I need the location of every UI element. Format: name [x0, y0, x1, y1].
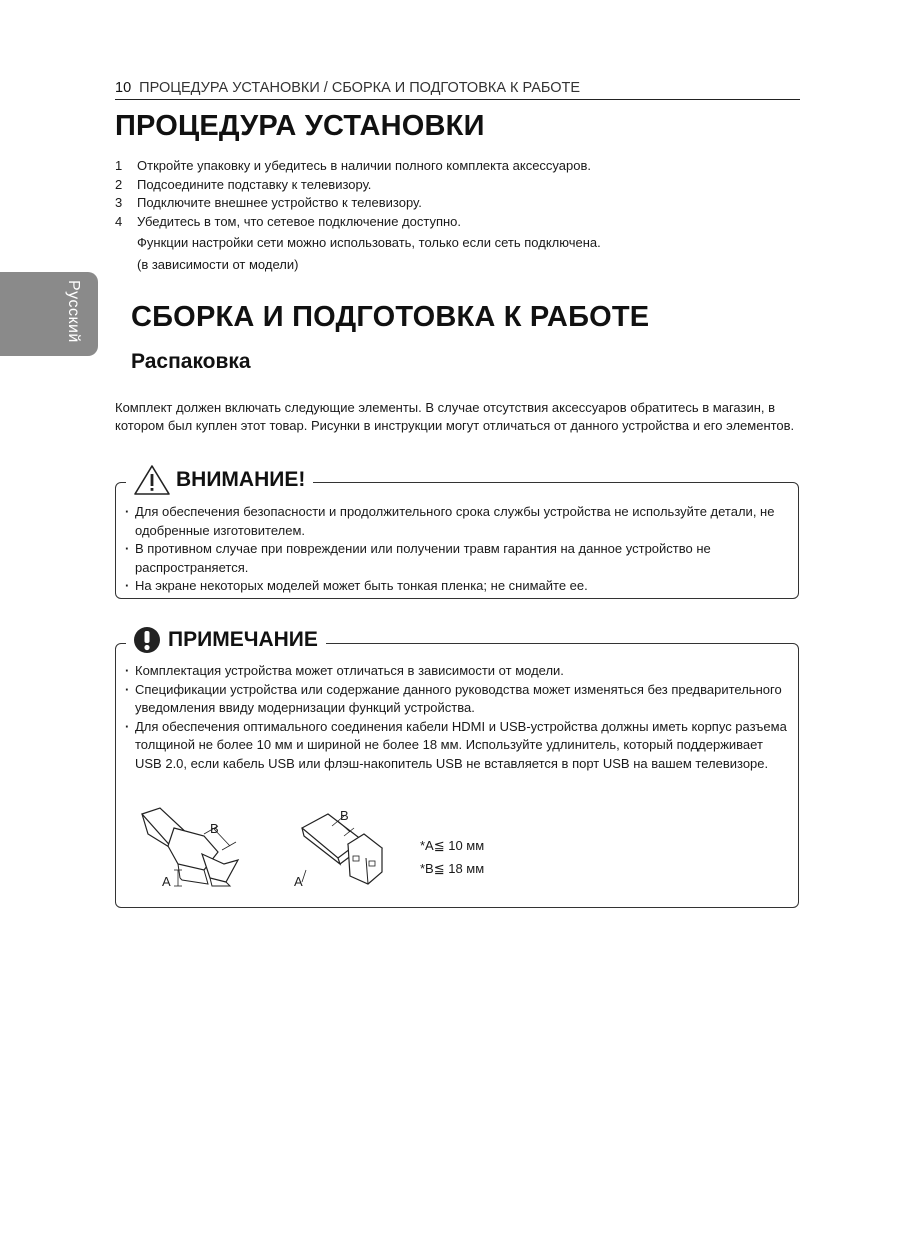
model-note: (в зависимости от модели) — [137, 256, 299, 272]
note-heading — [126, 620, 326, 660]
spec-a: *A≦ 10 мм — [420, 838, 485, 853]
note-item: · Комплектация устройства может отличаться в зависимости от модели. — [124, 662, 792, 681]
network-note: Функции настройки сети можно использовать, только если сеть подключена. — [137, 235, 601, 250]
header-rule — [115, 99, 800, 100]
assembly-title: СБОРКА И ПОДГОТОВКА К РАБОТЕ — [131, 301, 650, 333]
spec-b: *B≦ 18 мм — [420, 861, 485, 876]
dimension-label-b: B — [210, 821, 219, 836]
dimension-label-a: A — [294, 874, 303, 889]
exclamation-circle-icon — [132, 625, 162, 655]
caution-heading — [126, 460, 313, 500]
warning-triangle-icon — [132, 463, 172, 497]
note-item: · Спецификации устройства или содержание данного руководства может изменяться без предварительного уведомления ввиду модернизации функций устройства. — [124, 681, 792, 718]
unpacking-intro: Комплект должен включать следующие элементы. В случае отсутствия аксессуаров обратитесь в магазин, в котором был куплен этот товар. Рисунки в инструкции могут отличаться от данного устройства и его элементов. — [115, 400, 795, 433]
install-step: 2 Подсоедините подставку к телевизору. — [115, 176, 372, 192]
caution-box — [115, 468, 799, 599]
connector-diagrams — [138, 806, 638, 896]
note-list — [124, 662, 792, 773]
note-item: · Для обеспечения оптимального соединения кабели HDMI и USB-устройства должны иметь корпус разъема толщиной не более 10 мм и шириной не более 18 мм. Используйте удлинитель, который поддерживает USB 2.0, если кабель USB или флэш-накопитель USB не вставляется в порт USB на вашем телевизоре. — [124, 718, 792, 774]
note-title: ПРИМЕЧАНИЕ — [168, 628, 318, 651]
caution-item: · На экране некоторых моделей может быть тонкая пленка; не снимайте ее. — [124, 577, 792, 596]
running-header — [115, 80, 800, 96]
usb-drive-illustration — [288, 806, 408, 896]
language-tab — [0, 272, 98, 356]
language-tab-label: Русский — [65, 280, 82, 343]
dimension-label-b: B — [340, 808, 349, 823]
install-steps — [115, 157, 805, 274]
caution-item: · Для обеспечения безопасности и продолжительного срока службы устройства не используйте детали, не одобренные изготовителем. — [124, 503, 792, 540]
install-step: 1 Откройте упаковку и убедитесь в наличии полного комплекта аксессуаров. — [115, 158, 591, 173]
caution-title: ВНИМАНИЕ! — [176, 468, 306, 491]
cable-connector-illustration — [138, 806, 258, 896]
install-step: 4 Убедитесь в том, что сетевое подключение доступно. — [115, 213, 462, 229]
install-title: ПРОЦЕДУРА УСТАНОВКИ — [115, 110, 485, 142]
dimension-label-a: A — [162, 874, 171, 889]
unpacking-subtitle: Распаковка — [131, 350, 251, 373]
caution-list — [124, 503, 792, 596]
note-box — [115, 628, 799, 908]
page-number: 10 — [115, 80, 132, 96]
caution-item: · В противном случае при повреждении или получении травм гарантия на данное устройство не распространяется. — [124, 540, 792, 577]
running-title: ПРОЦЕДУРА УСТАНОВКИ / СБОРКА И ПОДГОТОВКА К РАБОТЕ — [139, 80, 581, 96]
install-step: 3 Подключите внешнее устройство к телевизору. — [115, 195, 422, 210]
